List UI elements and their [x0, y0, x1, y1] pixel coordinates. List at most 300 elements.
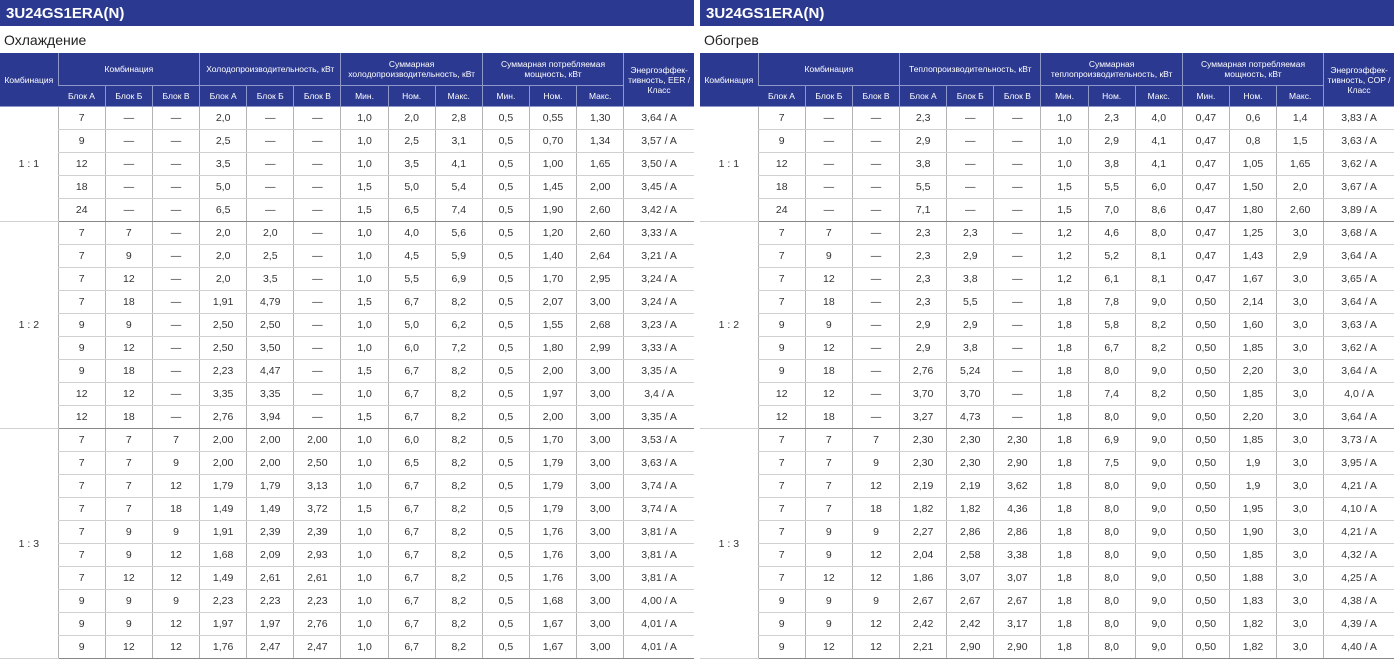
table-cell: 1,49	[247, 498, 294, 521]
table-cell: —	[994, 291, 1041, 314]
table-cell: 5,8	[1088, 314, 1135, 337]
header-total-capacity: Суммарная теплопроизводительность, кВт	[1041, 53, 1182, 86]
table-cell: —	[152, 337, 199, 360]
table-cell: 9,0	[1135, 590, 1182, 613]
table-cell: 7	[758, 475, 805, 498]
table-cell: 2,9	[900, 337, 947, 360]
table-cell: 3,33 / A	[624, 222, 694, 245]
table-cell: —	[294, 107, 341, 130]
table-cell: 7,1	[900, 199, 947, 222]
table-row	[700, 475, 1394, 498]
table-cell: 2,42	[900, 613, 947, 636]
table-row	[0, 268, 694, 291]
table-cell: 9	[852, 452, 899, 475]
table-row	[0, 383, 694, 406]
table-cell: 7	[758, 452, 805, 475]
table-cell: 2,93	[294, 544, 341, 567]
table-cell: 2,0	[200, 245, 247, 268]
combination-group-label: 1 : 2	[0, 222, 58, 429]
table-cell: 9	[805, 245, 852, 268]
table-cell: 2,67	[947, 590, 994, 613]
table-row	[700, 337, 1394, 360]
table-cell: —	[852, 268, 899, 291]
table-cell: —	[152, 406, 199, 429]
table-cell: 3,5	[200, 153, 247, 176]
table-cell: —	[852, 245, 899, 268]
table-cell: 12	[852, 567, 899, 590]
table-cell: 0,5	[482, 360, 529, 383]
table-cell: 5,24	[947, 360, 994, 383]
table-cell: 0,55	[529, 107, 576, 130]
table-cell: 0,50	[1182, 544, 1229, 567]
table-cell: 8,2	[435, 613, 482, 636]
table-cell: —	[294, 130, 341, 153]
table-cell: 3,0	[1277, 360, 1324, 383]
table-cell: 2,19	[947, 475, 994, 498]
table-cell: 0,5	[482, 590, 529, 613]
table-cell: 9	[758, 337, 805, 360]
table-cell: 1,79	[529, 498, 576, 521]
table-cell: 2,21	[900, 636, 947, 659]
table-cell: 12	[152, 613, 199, 636]
table-cell: 1,82	[947, 498, 994, 521]
table-cell: 3,0	[1277, 337, 1324, 360]
table-cell: 3,42 / A	[624, 199, 694, 222]
table-cell: 1,8	[1041, 475, 1088, 498]
table-cell: 3,00	[577, 429, 624, 452]
table-cell: 1,5	[341, 498, 388, 521]
table-cell: 12	[805, 268, 852, 291]
table-cell: —	[994, 360, 1041, 383]
table-cell: 9,0	[1135, 406, 1182, 429]
table-cell: 6,0	[1135, 176, 1182, 199]
table-cell: 2,58	[947, 544, 994, 567]
table-cell: 4,01 / A	[624, 636, 694, 659]
table-cell: 4,0	[388, 222, 435, 245]
table-cell: 3,50 / A	[624, 153, 694, 176]
table-cell: 3,0	[1277, 383, 1324, 406]
table-cell: —	[152, 153, 199, 176]
table-cell: 8,1	[1135, 268, 1182, 291]
table-cell: 1,0	[341, 107, 388, 130]
combination-group-label: 1 : 1	[0, 107, 58, 222]
table-cell: 1,20	[529, 222, 576, 245]
table-cell: 5,9	[435, 245, 482, 268]
table-cell: 1,30	[577, 107, 624, 130]
table-cell: 0,5	[482, 613, 529, 636]
table-cell: 18	[58, 176, 105, 199]
table-cell: 0,5	[482, 199, 529, 222]
table-cell: —	[852, 406, 899, 429]
combination-group-label: 1 : 3	[0, 429, 58, 659]
table-cell: 7	[758, 544, 805, 567]
table-cell: 0,47	[1182, 107, 1229, 130]
table-row	[700, 130, 1394, 153]
table-cell: 6,7	[388, 636, 435, 659]
table-cell: 18	[805, 406, 852, 429]
table-cell: 0,50	[1182, 498, 1229, 521]
table-row	[700, 452, 1394, 475]
table-cell: 7	[758, 222, 805, 245]
table-row	[0, 222, 694, 245]
cooling-table-body	[0, 107, 694, 659]
table-cell: —	[852, 176, 899, 199]
table-row	[700, 429, 1394, 452]
table-cell: 1,4	[1277, 107, 1324, 130]
table-cell: 9,0	[1135, 360, 1182, 383]
table-cell: 7	[58, 291, 105, 314]
table-cell: 2,00	[247, 429, 294, 452]
table-cell: 9	[758, 636, 805, 659]
header-efficiency: Энергоэффек-тивность, COP / Класс	[1324, 53, 1394, 107]
table-cell: 9	[152, 590, 199, 613]
table-cell: —	[294, 291, 341, 314]
table-cell: 6,7	[388, 498, 435, 521]
table-cell: 3,8	[947, 337, 994, 360]
table-cell: 7	[58, 429, 105, 452]
table-cell: 1,85	[1229, 383, 1276, 406]
table-cell: 0,47	[1182, 245, 1229, 268]
table-cell: 7	[758, 429, 805, 452]
header-efficiency: Энергоэффек-тивность, EER / Класс	[624, 53, 694, 107]
cooling-mode-label: Охлаждение	[4, 32, 87, 48]
table-cell: 1,83	[1229, 590, 1276, 613]
table-cell: 1,79	[247, 475, 294, 498]
table-cell: 1,67	[529, 636, 576, 659]
table-cell: 6,5	[388, 199, 435, 222]
header-combination-col: Комбинация	[0, 53, 58, 107]
table-cell: 1,85	[1229, 429, 1276, 452]
table-cell: 1,80	[1229, 199, 1276, 222]
table-row	[0, 153, 694, 176]
table-cell: 1,91	[200, 291, 247, 314]
table-cell: 12	[852, 613, 899, 636]
table-cell: 3,21 / A	[624, 245, 694, 268]
table-cell: —	[105, 153, 152, 176]
table-cell: 8,0	[1088, 636, 1135, 659]
table-cell: 1,8	[1041, 406, 1088, 429]
table-cell: 3,38	[994, 544, 1041, 567]
table-cell: —	[152, 360, 199, 383]
table-cell: 3,73 / A	[1324, 429, 1394, 452]
table-cell: 1,8	[1041, 521, 1088, 544]
table-cell: 1,34	[577, 130, 624, 153]
table-cell: 8,2	[435, 383, 482, 406]
table-cell: 3,35 / A	[624, 360, 694, 383]
table-row	[0, 452, 694, 475]
table-cell: —	[105, 176, 152, 199]
table-cell: 8,2	[435, 406, 482, 429]
table-cell: 7	[805, 429, 852, 452]
table-cell: 12	[105, 337, 152, 360]
table-cell: 1,70	[529, 429, 576, 452]
table-cell: 12	[852, 544, 899, 567]
table-cell: 1,97	[200, 613, 247, 636]
table-cell: 9	[105, 521, 152, 544]
table-row	[700, 153, 1394, 176]
table-cell: 2,14	[1229, 291, 1276, 314]
table-cell: 9	[58, 130, 105, 153]
table-cell: 2,5	[200, 130, 247, 153]
table-cell: 18	[105, 406, 152, 429]
table-cell: 3,68 / A	[1324, 222, 1394, 245]
table-cell: 1,76	[200, 636, 247, 659]
table-cell: 7	[758, 291, 805, 314]
table-cell: 3,63 / A	[1324, 130, 1394, 153]
table-cell: 1,95	[1229, 498, 1276, 521]
table-cell: 0,50	[1182, 613, 1229, 636]
table-cell: 8,2	[435, 567, 482, 590]
table-cell: 6,7	[1088, 337, 1135, 360]
table-cell: 3,00	[577, 406, 624, 429]
table-cell: —	[247, 153, 294, 176]
table-cell: 3,5	[247, 268, 294, 291]
table-cell: 1,0	[341, 314, 388, 337]
table-cell: —	[152, 176, 199, 199]
table-cell: 1,0	[341, 452, 388, 475]
table-cell: —	[152, 314, 199, 337]
table-cell: 0,5	[482, 222, 529, 245]
table-cell: 9,0	[1135, 475, 1182, 498]
table-cell: 2,86	[994, 521, 1041, 544]
table-cell: 2,23	[200, 590, 247, 613]
table-cell: —	[247, 130, 294, 153]
table-cell: —	[852, 107, 899, 130]
table-cell: 0,5	[482, 567, 529, 590]
table-cell: 7	[852, 429, 899, 452]
table-cell: 0,47	[1182, 176, 1229, 199]
header-min: Мин.	[341, 86, 388, 107]
table-cell: 3,0	[1277, 314, 1324, 337]
table-cell: 8,2	[435, 636, 482, 659]
header-block-a: Блок А	[900, 86, 947, 107]
table-cell: 8,1	[1135, 245, 1182, 268]
table-cell: 2,99	[577, 337, 624, 360]
table-cell: 5,0	[200, 176, 247, 199]
table-cell: 3,53 / A	[624, 429, 694, 452]
table-row	[700, 176, 1394, 199]
table-cell: 6,7	[388, 406, 435, 429]
table-cell: 5,6	[435, 222, 482, 245]
table-cell: 3,45 / A	[624, 176, 694, 199]
header-block-b: Блок Б	[105, 86, 152, 107]
table-cell: —	[294, 153, 341, 176]
header-block-v: Блок В	[994, 86, 1041, 107]
table-cell: 2,61	[294, 567, 341, 590]
table-cell: —	[947, 130, 994, 153]
table-cell: 4,39 / A	[1324, 613, 1394, 636]
table-cell: 0,5	[482, 475, 529, 498]
table-cell: 1,88	[1229, 567, 1276, 590]
header-min: Мин.	[1041, 86, 1088, 107]
table-cell: 18	[805, 291, 852, 314]
table-cell: 5,5	[900, 176, 947, 199]
table-cell: 3,8	[947, 268, 994, 291]
table-cell: 2,9	[947, 314, 994, 337]
table-cell: 1,68	[529, 590, 576, 613]
table-cell: 1,2	[1041, 268, 1088, 291]
table-cell: 2,09	[247, 544, 294, 567]
table-cell: 7	[105, 452, 152, 475]
table-cell: 9,0	[1135, 452, 1182, 475]
table-cell: 1,82	[1229, 613, 1276, 636]
table-cell: 5,4	[435, 176, 482, 199]
table-cell: 1,76	[529, 521, 576, 544]
table-cell: —	[247, 176, 294, 199]
table-cell: 1,0	[341, 383, 388, 406]
table-cell: 8,2	[435, 452, 482, 475]
table-cell: 2,30	[900, 429, 947, 452]
table-cell: 1,8	[1041, 498, 1088, 521]
table-cell: 3,27	[900, 406, 947, 429]
table-cell: 0,50	[1182, 383, 1229, 406]
table-row	[700, 360, 1394, 383]
table-cell: 8,2	[435, 498, 482, 521]
table-cell: 4,0 / A	[1324, 383, 1394, 406]
table-cell: 3,89 / A	[1324, 199, 1394, 222]
table-cell: —	[994, 245, 1041, 268]
table-cell: 2,3	[900, 268, 947, 291]
table-cell: —	[852, 130, 899, 153]
table-cell: 6,2	[435, 314, 482, 337]
table-cell: 2,0	[247, 222, 294, 245]
header-block-b: Блок Б	[247, 86, 294, 107]
table-cell: 3,00	[577, 360, 624, 383]
table-cell: 9	[805, 590, 852, 613]
table-cell: 2,3	[900, 222, 947, 245]
table-cell: 6,7	[388, 544, 435, 567]
table-cell: 7	[58, 107, 105, 130]
table-cell: 4,73	[947, 406, 994, 429]
table-cell: 2,90	[994, 636, 1041, 659]
table-cell: 2,47	[294, 636, 341, 659]
table-cell: 1,5	[341, 199, 388, 222]
table-cell: 8,0	[1088, 475, 1135, 498]
table-row	[700, 613, 1394, 636]
table-cell: 0,5	[482, 452, 529, 475]
table-cell: 4,1	[435, 153, 482, 176]
header-total-power: Суммарная потребляемая мощность, кВт	[482, 53, 623, 86]
table-cell: —	[805, 153, 852, 176]
table-cell: 9,0	[1135, 498, 1182, 521]
table-cell: 3,83 / A	[1324, 107, 1394, 130]
table-cell: —	[805, 199, 852, 222]
table-cell: 9	[805, 521, 852, 544]
table-cell: 0,47	[1182, 199, 1229, 222]
table-cell: 1,8	[1041, 291, 1088, 314]
table-cell: 9	[805, 314, 852, 337]
table-cell: 1,0	[341, 544, 388, 567]
header-max: Макс.	[435, 86, 482, 107]
table-cell: 1,8	[1041, 544, 1088, 567]
table-cell: 3,00	[577, 590, 624, 613]
table-row	[0, 475, 694, 498]
table-row	[700, 544, 1394, 567]
table-cell: 12	[58, 153, 105, 176]
table-row	[700, 291, 1394, 314]
table-cell: 0,5	[482, 429, 529, 452]
table-cell: —	[994, 107, 1041, 130]
table-cell: 7,2	[435, 337, 482, 360]
table-cell: 9	[758, 130, 805, 153]
table-cell: 3,00	[577, 498, 624, 521]
table-cell: 2,76	[900, 360, 947, 383]
table-cell: —	[852, 360, 899, 383]
table-row	[700, 590, 1394, 613]
table-cell: 3,23 / A	[624, 314, 694, 337]
table-cell: 5,5	[1088, 176, 1135, 199]
table-cell: 8,0	[1088, 360, 1135, 383]
table-cell: 9	[805, 613, 852, 636]
table-cell: 12	[805, 337, 852, 360]
header-nom: Ном.	[529, 86, 576, 107]
header-combination: Комбинация	[58, 53, 199, 86]
table-cell: 3,4 / A	[624, 383, 694, 406]
table-row	[700, 636, 1394, 659]
table-cell: 7	[758, 567, 805, 590]
table-cell: 2,64	[577, 245, 624, 268]
table-cell: —	[947, 153, 994, 176]
table-cell: 3,0	[1277, 613, 1324, 636]
header-block-a: Блок А	[758, 86, 805, 107]
table-cell: 7	[105, 222, 152, 245]
table-cell: 2,3	[900, 291, 947, 314]
table-cell: 1,0	[341, 567, 388, 590]
table-cell: 5,2	[1088, 245, 1135, 268]
table-cell: 18	[105, 360, 152, 383]
table-cell: 12	[152, 544, 199, 567]
table-cell: 3,0	[1277, 406, 1324, 429]
table-cell: 1,79	[200, 475, 247, 498]
table-cell: 7	[58, 567, 105, 590]
table-cell: 0,50	[1182, 636, 1229, 659]
table-cell: 9,0	[1135, 521, 1182, 544]
table-cell: 3,0	[1277, 452, 1324, 475]
table-cell: 2,30	[947, 452, 994, 475]
table-row	[0, 636, 694, 659]
table-cell: 9,0	[1135, 544, 1182, 567]
table-cell: 1,85	[1229, 544, 1276, 567]
table-cell: —	[994, 383, 1041, 406]
table-cell: 2,39	[247, 521, 294, 544]
table-cell: 1,05	[1229, 153, 1276, 176]
cooling-model-title: 3U24GS1ERA(N)	[0, 0, 694, 26]
table-cell: 0,5	[482, 245, 529, 268]
table-cell: —	[994, 406, 1041, 429]
table-row	[700, 383, 1394, 406]
table-cell: 0,50	[1182, 521, 1229, 544]
table-cell: 1,68	[200, 544, 247, 567]
table-cell: 0,50	[1182, 406, 1229, 429]
table-cell: 8,2	[435, 291, 482, 314]
table-cell: 4,25 / A	[1324, 567, 1394, 590]
table-cell: 2,23	[247, 590, 294, 613]
table-cell: 6,1	[1088, 268, 1135, 291]
table-cell: 2,39	[294, 521, 341, 544]
table-cell: 1,76	[529, 567, 576, 590]
table-cell: —	[105, 130, 152, 153]
table-cell: 2,00	[529, 406, 576, 429]
table-cell: 1,43	[1229, 245, 1276, 268]
table-cell: 7,0	[1088, 199, 1135, 222]
table-cell: —	[852, 337, 899, 360]
table-cell: 8,2	[435, 360, 482, 383]
table-cell: 7	[105, 498, 152, 521]
table-cell: 2,60	[577, 222, 624, 245]
table-cell: 1,8	[1041, 567, 1088, 590]
table-cell: 12	[758, 153, 805, 176]
table-cell: 2,9	[1277, 245, 1324, 268]
